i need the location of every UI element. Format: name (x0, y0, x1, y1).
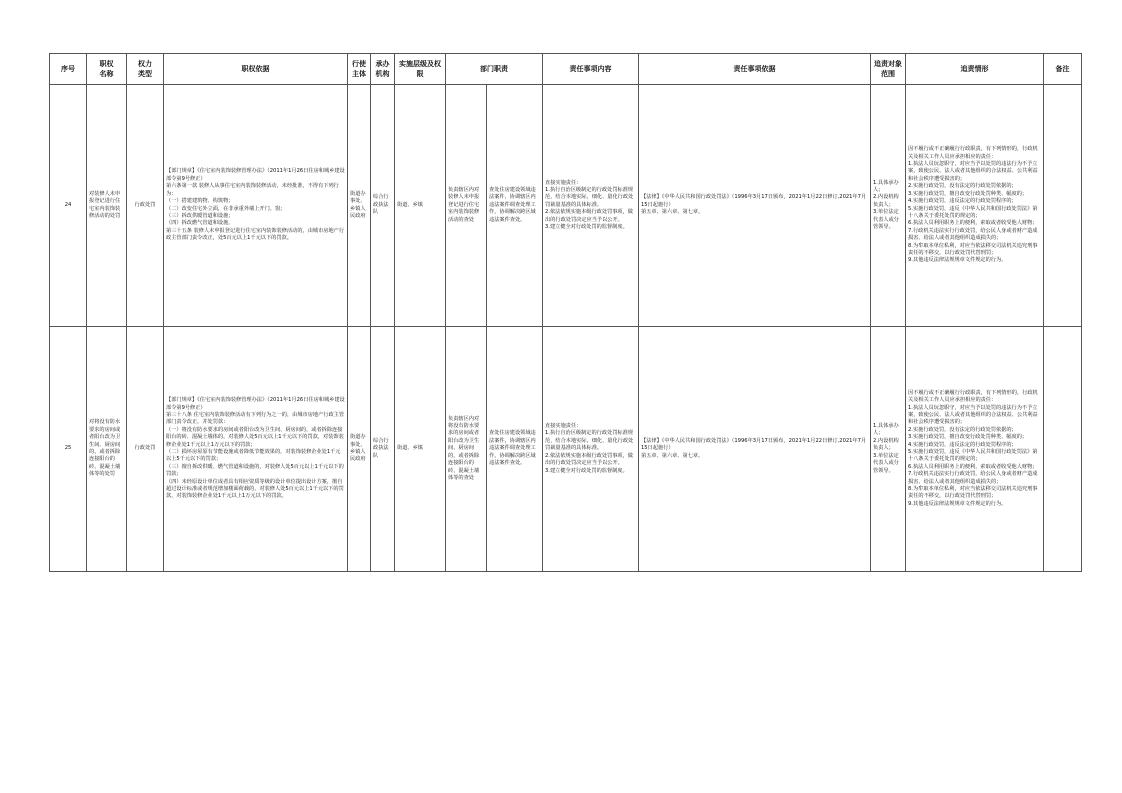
row-seq: 24 (50, 85, 87, 327)
row-resp: 直接实施责任： 1.执行自治区级制定的行政处罚标准规范，结合本地实际，细化、量化行政处罚裁量基准的具体标准。 2.依法依规实施本级行政处罚事项，做出的行政处罚决定应当予以公开。 3.建立健全对行政处罚的监督制度。 (543, 85, 639, 327)
header-dept: 部门职责 (446, 54, 543, 85)
header-scope: 追责对象 范围 (871, 54, 906, 85)
table-row (50, 85, 1082, 327)
row-basis: 【部门规章】《住宅室内装饰装修管理办法》（2011年1月26日住房和城乡建设部令第9号修正） 第六条第一款 装修人从事住宅室内装饰装修活动，未经批准，不得有下列行为： （一）搭建建筑物、构筑物； （二）改变住宅外立面，在非承重外墙上开门、窗； （三）拆改供暖管道和设施； （四）拆改燃气管道和设施。 第三十五条 装修人未申报登记进行住宅室内装饰装修活动的，由城市房地产行政主管部门责令改正，处5百元以上1千元以下的罚款。 (164, 85, 348, 327)
header-basis: 职权依据 (164, 54, 348, 85)
row-level: 街道、乡镇 (395, 327, 446, 572)
row-resp-basis: 【法律】《中华人民共和国行政处罚法》（1996年3月17日颁布，2021年1月22日修订,2021年7月15日起施行） 第五章、第六章、第七章。 (639, 327, 871, 572)
row-scope: 1.具体承办人； 2.内设机构负责人； 3.单位法定代表人或分管领导。 (871, 85, 906, 327)
header-level: 实施层级及权限 (395, 54, 446, 85)
row-dept-duties: 查处住房建设领域违法案件，协调辖区内违法案件调查处理工作，协调解决跨区域违法案件查处。 (487, 85, 543, 327)
row-dept: 负责辖区内对装修人未申报登记进行住宅室内装饰装修活动的查处 (446, 85, 487, 327)
header-subject: 行使 主体 (348, 54, 371, 85)
header-org: 承办 机构 (371, 54, 395, 85)
header-name: 职权 名称 (87, 54, 127, 85)
responsibility-table (49, 53, 1082, 572)
row-type: 行政处罚 (127, 85, 164, 327)
row-remarks (1044, 85, 1082, 327)
row-name: 对将没有防水要求的房间或者阳台改为卫生间、厨房间的，或者拆除连接阳台的砖、混凝土墙体等的处罚 (87, 327, 127, 572)
header-situations: 追责情形 (906, 54, 1044, 85)
row-situations: 因不履行或不正确履行行政职责，有下列情形的，行政机关及相关工作人员应承担相应的责任： 1.执法人员玩忽职守，对应当予以处罚的违法行为不予立案，致使公民、法人或者其他组织的合法权益、公共利益和社会秩序遭受损害的； 2.实施行政处罚，没有法定的行政处罚依据的； 3.实施行政处罚，擅自改变行政处罚种类、幅度的； 4.实施行政处罚，违反法定的行政处罚程序的； 5.实施行政处罚，违反《中华人民共和国行政处罚法》第十八条关于委托处罚的规定的； 6.执法人员利用职务上的便利，索取或者收受他人财物； 7.行政机关违法实行行政处罚，给公民人身或者财产造成损害、给法人或者其他组织造成损失的； 8.为牟取本单位私利，对应当依法移交司法机关追究刑事责任的不移交，以行政处罚代替刑罚； 9.其他违反法律法规规章文件规定的行为。 (906, 327, 1044, 572)
row-level: 街道、乡镇 (395, 85, 446, 327)
row-dept: 负责辖区内对将没有防水要求的房间或者阳台改为卫生间、厨房间的，或者拆除连接阳台的砖、混凝土墙体等的查处 (446, 327, 487, 572)
table-row (50, 327, 1082, 572)
row-subject: 街道办事处、乡镇人民政府 (348, 327, 371, 572)
row-basis: 【部门规章】《住宅室内装饰装修管理办法》（2011年1月26日住房和城乡建设部令第9号修正） 第三十八条 住宅室内装饰装修活动有下列行为之一的，由城市房地产行政主管部门责令改正，并处罚款： （一）将没有防水要求的房间或者阳台改为卫生间、厨房间的，或者拆除连接阳台的砖、混凝土墙体的，对装修人处5百元以上1千元以下的罚款，对装饰装修企业处1千元以上1万元以下的罚款； （二）损坏房屋原有节能设施或者降低节能效果的，对装饰装修企业处1千元以上5千元以下的罚款； （三）擅自拆改供暖、燃气管道和设施的，对装修人处5百元以上1千元以下的罚款； （四）未经原设计单位或者具有相应资质等级的设计单位提出设计方案，擅自超过设计标准或者规范增加楼面荷载的，对装修人处5百元以上1千元以下的罚款，对装饰装修企业处1千元以上1万元以下的罚款。 (164, 327, 348, 572)
row-org: 综合行政执法队 (371, 327, 395, 572)
row-seq: 25 (50, 327, 87, 572)
row-type: 行政处罚 (127, 327, 164, 572)
row-name: 对装修人未申报登记进行住宅室内装饰装修活动的处罚 (87, 85, 127, 327)
row-resp-basis: 【法律】《中华人民共和国行政处罚法》（1996年3月17日颁布，2021年1月22日修订,2021年7月15日起施行） 第五章、第六章、第七章。 (639, 85, 871, 327)
row-resp: 直接实施责任： 1.执行自治区级制定的行政处罚标准规范，结合本地实际，细化、量化行政处罚裁量基准的具体标准。 2.依法依规实施本级行政处罚事项，做出的行政处罚决定应当予以公开。 3.建立健全对行政处罚的监督制度。 (543, 327, 639, 572)
header-remarks: 备注 (1044, 54, 1082, 85)
row-subject: 街道办事处、乡镇人民政府 (348, 85, 371, 327)
row-org: 综合行政执法队 (371, 85, 395, 327)
row-situations: 因不履行或不正确履行行政职责，有下列情形的，行政机关及相关工作人员应承担相应的责任： 1.执法人员玩忽职守，对应当予以处罚的违法行为不予立案，致使公民、法人或者其他组织的合法权益、公共利益和社会秩序遭受损害的； 2.实施行政处罚，没有法定的行政处罚依据的； 3.实施行政处罚，擅自改变行政处罚种类、幅度的； 4.实施行政处罚，违反法定的行政处罚程序的； 5.实施行政处罚，违反《中华人民共和国行政处罚法》第十八条关于委托处罚的规定的； 6.执法人员利用职务上的便利，索取或者收受他人财物； 7.行政机关违法实行行政处罚，给公民人身或者财产造成损害、给法人或者其他组织造成损失的； 8.为牟取本单位私利，对应当依法移交司法机关追究刑事责任的不移交，以行政处罚代替刑罚； 9.其他违反法律法规规章文件规定的行为。 (906, 85, 1044, 327)
row-dept-duties: 查处住房建设领域违法案件，协调辖区内违法案件调查处理工作，协调解决跨区域违法案件查处。 (487, 327, 543, 572)
header-resp-basis: 责任事项依据 (639, 54, 871, 85)
header-seq: 序号 (50, 54, 87, 85)
header-resp: 责任事项内容 (543, 54, 639, 85)
table-header-row (50, 54, 1082, 85)
row-remarks (1044, 327, 1082, 572)
row-scope: 1.具体承办人； 2.内设机构负责人； 3.单位法定代表人或分管领导。 (871, 327, 906, 572)
header-type: 权力 类型 (127, 54, 164, 85)
